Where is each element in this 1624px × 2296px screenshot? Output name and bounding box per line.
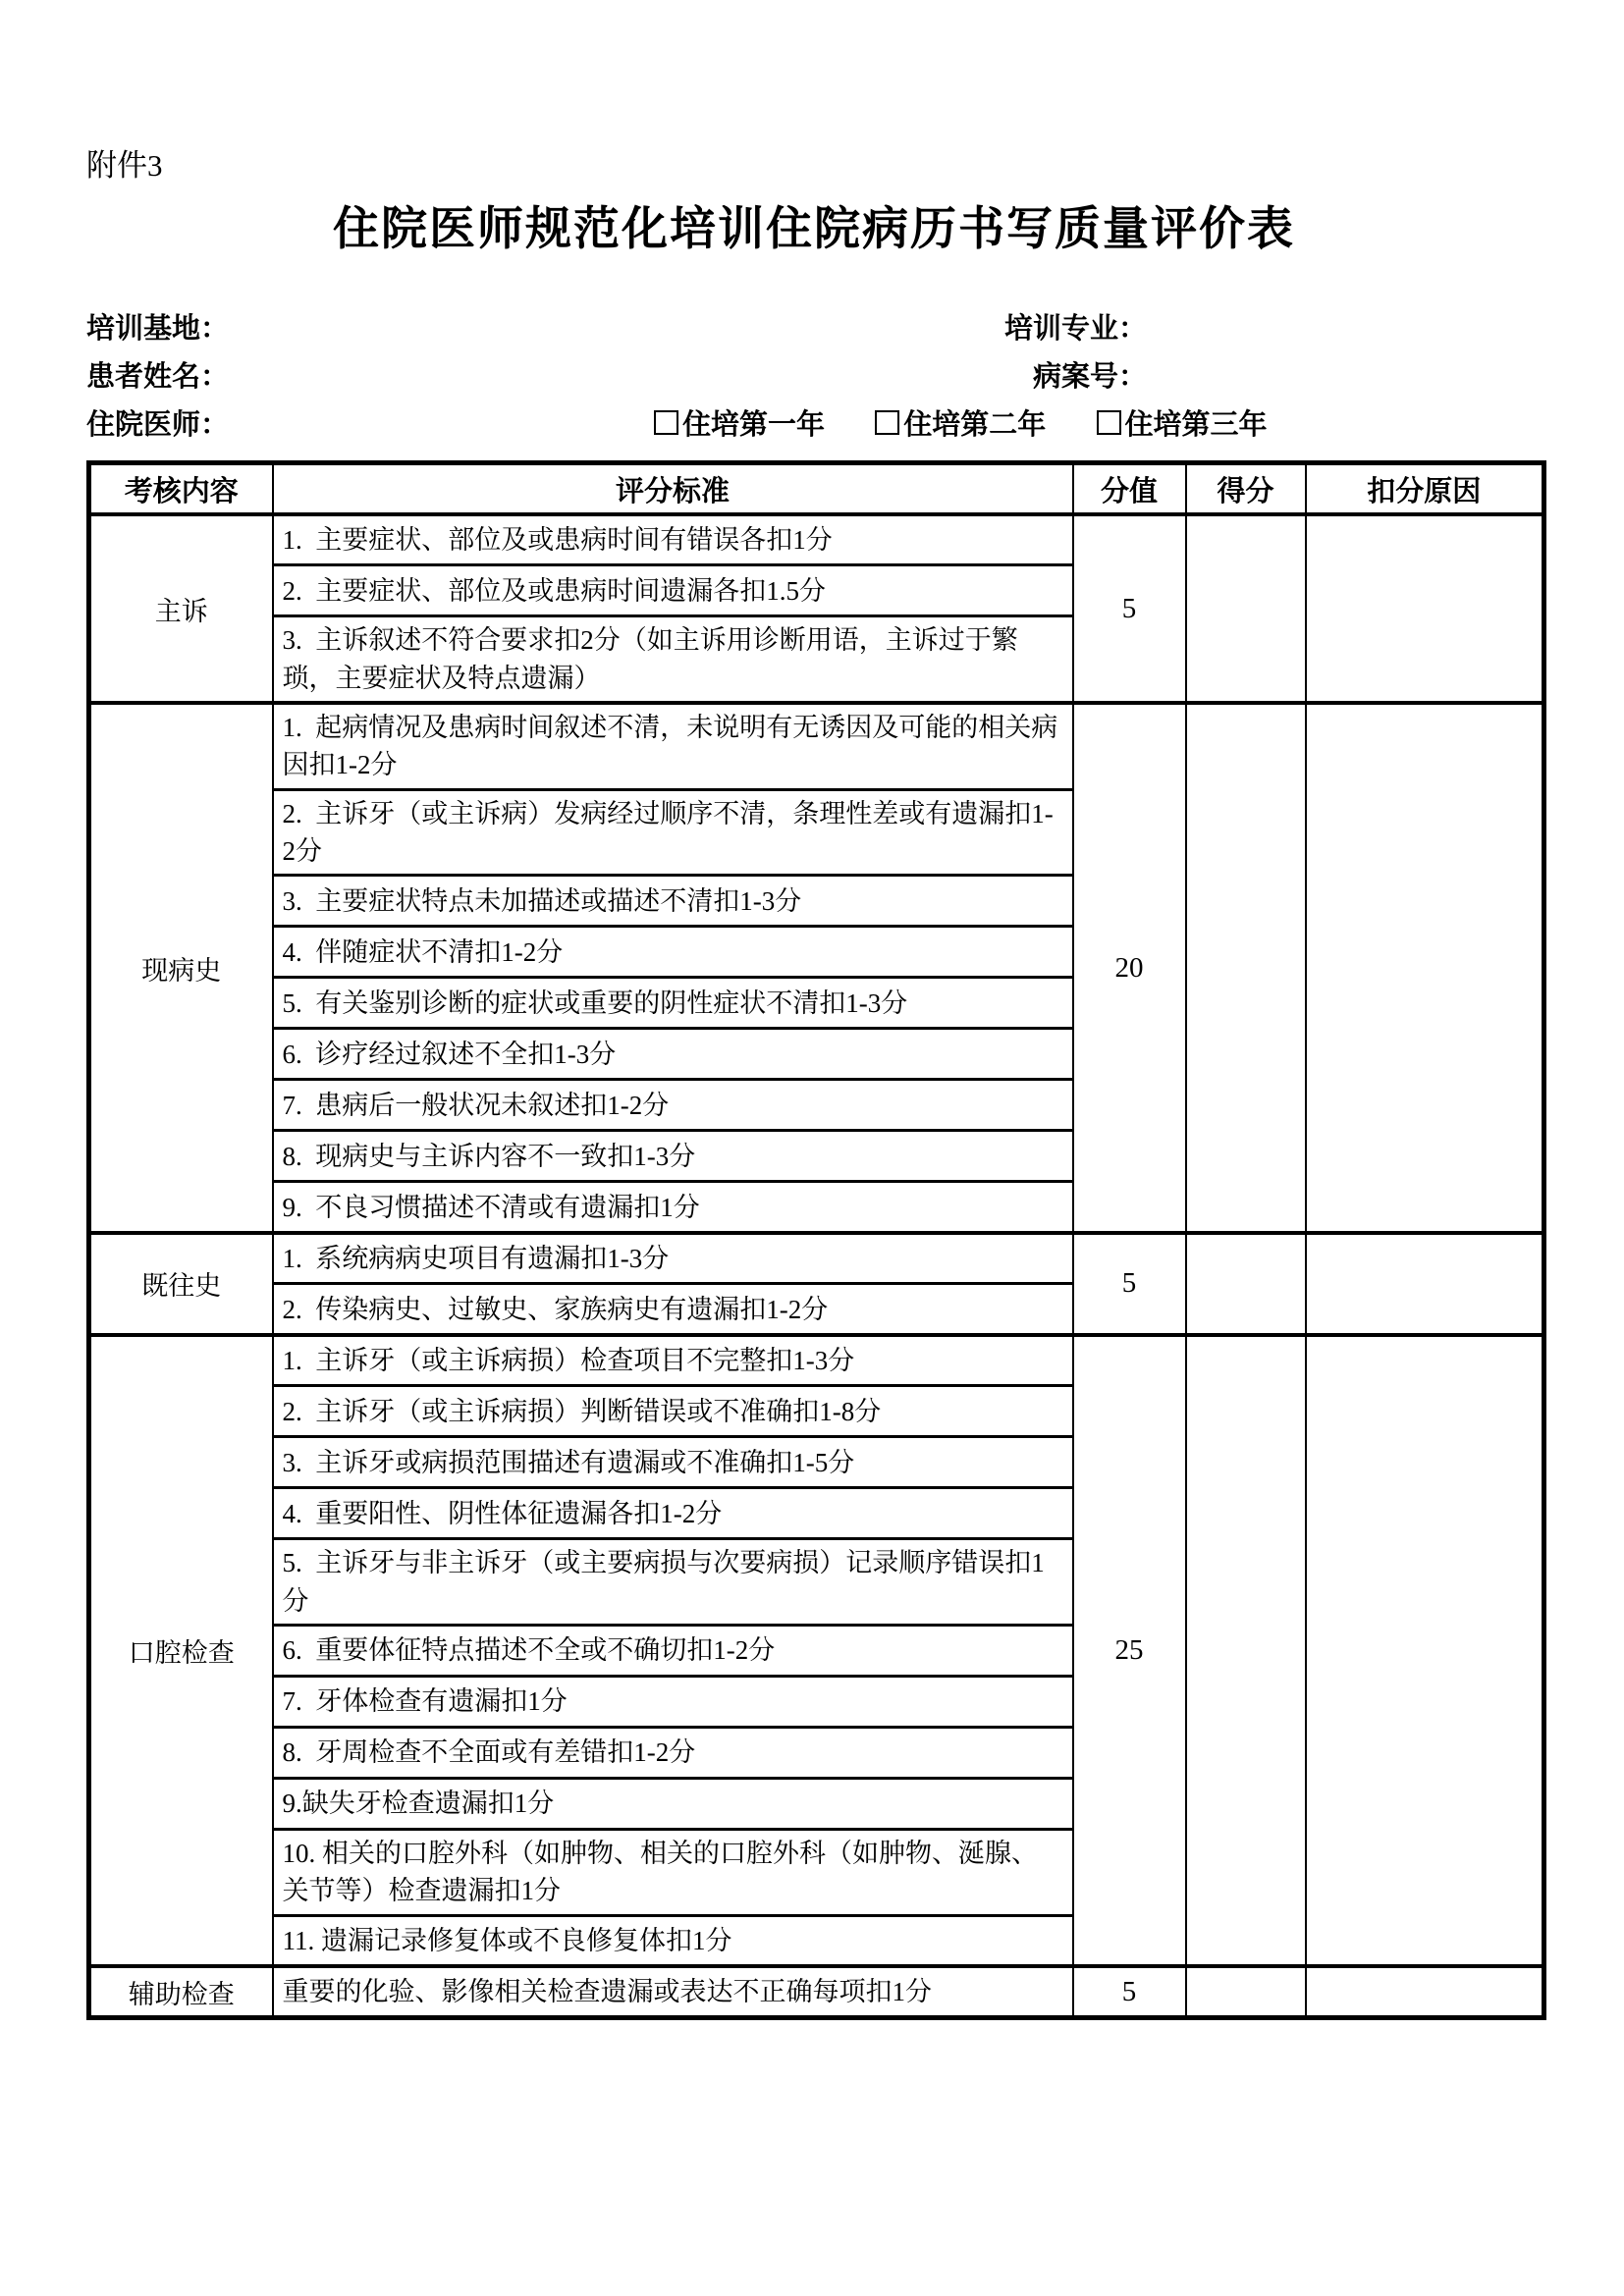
- evaluation-table: [86, 460, 1546, 2019]
- criterion-cell: 11. 遗漏记录修复体或不良修复体扣1分: [273, 1915, 1073, 1966]
- criterion-cell: 3. 主要症状特点未加描述或描述不清扣1-3分: [273, 876, 1073, 927]
- header-assessment-content: 考核内容: [89, 463, 273, 514]
- training-year-checkbox-group: [654, 402, 1268, 443]
- criterion-cell: 1. 主要症状、部位及或患病时间有错误各扣1分: [273, 514, 1073, 565]
- criterion-cell: 2. 传染病史、过敏史、家族病史有遗漏扣1-2分: [273, 1284, 1073, 1335]
- criterion-cell: 6. 重要体征特点描述不全或不确切扣1-2分: [273, 1626, 1073, 1677]
- training-specialty-label: 培训专业：: [1003, 313, 1147, 346]
- point-value-cell: 5: [1073, 1233, 1186, 1335]
- criterion-row: [89, 514, 1544, 565]
- page-title: 住院医师规范化培训住院病历书写质量评价表: [333, 204, 1295, 256]
- criterion-cell: 1. 系统病病史项目有遗漏扣1-3分: [273, 1233, 1073, 1284]
- criterion-row: [89, 703, 1544, 789]
- case-number-label: 病案号：: [1032, 361, 1147, 394]
- field-row-1: [86, 306, 1542, 354]
- field-row-2: [86, 354, 1542, 402]
- point-value-cell: 25: [1073, 1335, 1186, 1966]
- score-earned-cell: [1186, 1335, 1306, 1966]
- header-deduction-reason: 扣分原因: [1306, 463, 1544, 514]
- criterion-cell: 7. 患病后一般状况未叙述扣1-2分: [273, 1080, 1073, 1131]
- deduction-reason-cell: [1306, 1335, 1544, 1966]
- deduction-reason-cell: [1306, 1966, 1544, 2017]
- criterion-cell: 9.缺失牙检查遗漏扣1分: [273, 1779, 1073, 1830]
- resident-label: 住院医师：: [86, 409, 230, 442]
- criterion-cell: 6. 诊疗经过叙述不全扣1-3分: [273, 1029, 1073, 1080]
- criterion-cell: 2. 主诉牙（或主诉病损）判断错误或不准确扣1-8分: [273, 1386, 1073, 1437]
- checkbox-square-icon: [875, 410, 899, 435]
- attachment-label: 附件3: [86, 148, 163, 183]
- criterion-cell: 2. 主要症状、部位及或患病时间遗漏各扣1.5分: [273, 565, 1073, 616]
- criterion-cell: 3. 主诉叙述不符合要求扣2分（如主诉用诊断用语，主诉过于繁琐，主要症状及特点遗漏）: [273, 616, 1073, 703]
- group-label-cell-口腔检查: 口腔检查: [89, 1335, 273, 1966]
- field-row-3: [86, 402, 1542, 451]
- deduction-reason-cell: [1306, 1233, 1544, 1335]
- training-base-label: 培训基地：: [86, 313, 230, 346]
- criterion-cell: 1. 主诉牙（或主诉病损）检查项目不完整扣1-3分: [273, 1335, 1073, 1386]
- header-score-earned: 得分: [1186, 463, 1306, 514]
- criterion-cell: 2. 主诉牙（或主诉病）发病经过顺序不清，条理性差或有遗漏扣1-2分: [273, 789, 1073, 876]
- criterion-row: [89, 1335, 1544, 1386]
- criterion-cell: 9. 不良习惯描述不清或有遗漏扣1分: [273, 1182, 1073, 1233]
- checkbox-year-2-label: 住培第二年: [903, 409, 1047, 442]
- checkbox-year-1-label: 住培第一年: [682, 409, 826, 442]
- group-label-cell-现病史: 现病史: [89, 703, 273, 1233]
- criterion-cell: 8. 牙周检查不全面或有差错扣1-2分: [273, 1728, 1073, 1779]
- checkbox-square-icon: [1097, 410, 1121, 435]
- criterion-cell: 4. 伴随症状不清扣1-2分: [273, 927, 1073, 978]
- criterion-cell: 5. 有关鉴别诊断的症状或重要的阴性症状不清扣1-3分: [273, 978, 1073, 1029]
- group-label-cell-辅助检查: 辅助检查: [89, 1966, 273, 2017]
- criterion-row: [89, 1233, 1544, 1284]
- criterion-cell: 5. 主诉牙与非主诉牙（或主要病损与次要病损）记录顺序错误扣1分: [273, 1539, 1073, 1626]
- group-label-cell-既往史: 既往史: [89, 1233, 273, 1335]
- group-label-cell-主诉: 主诉: [89, 514, 273, 703]
- checkbox-year-3[interactable]: [1097, 402, 1268, 443]
- point-value-cell: 20: [1073, 703, 1186, 1233]
- table-header-row: [89, 463, 1544, 514]
- point-value-cell: 5: [1073, 1966, 1186, 2017]
- checkbox-square-icon: [654, 410, 678, 435]
- score-earned-cell: [1186, 1233, 1306, 1335]
- point-value-cell: 5: [1073, 514, 1186, 703]
- criterion-cell: 3. 主诉牙或病损范围描述有遗漏或不准确扣1-5分: [273, 1437, 1073, 1488]
- score-earned-cell: [1186, 514, 1306, 703]
- checkbox-year-3-label: 住培第三年: [1124, 409, 1268, 442]
- criterion-row: [89, 1966, 1544, 2017]
- checkbox-year-2[interactable]: [875, 402, 1046, 443]
- deduction-reason-cell: [1306, 703, 1544, 1233]
- criterion-cell: 8. 现病史与主诉内容不一致扣1-3分: [273, 1131, 1073, 1182]
- form-fields: [86, 306, 1542, 451]
- header-scoring-criteria: 评分标准: [273, 463, 1073, 514]
- criterion-cell: 重要的化验、影像相关检查遗漏或表达不正确每项扣1分: [273, 1966, 1073, 2017]
- score-earned-cell: [1186, 703, 1306, 1233]
- patient-name-label: 患者姓名：: [86, 361, 230, 394]
- deduction-reason-cell: [1306, 514, 1544, 703]
- criterion-cell: 10. 相关的口腔外科（如肿物、相关的口腔外科（如肿物、涎腺、关节等）检查遗漏扣1分: [273, 1830, 1073, 1916]
- criterion-cell: 4. 重要阳性、阴性体征遗漏各扣1-2分: [273, 1488, 1073, 1539]
- criterion-cell: 7. 牙体检查有遗漏扣1分: [273, 1677, 1073, 1728]
- score-earned-cell: [1186, 1966, 1306, 2017]
- criterion-cell: 1. 起病情况及患病时间叙述不清，未说明有无诱因及可能的相关病因扣1-2分: [273, 703, 1073, 789]
- header-point-value: 分值: [1073, 463, 1186, 514]
- checkbox-year-1[interactable]: [654, 402, 825, 443]
